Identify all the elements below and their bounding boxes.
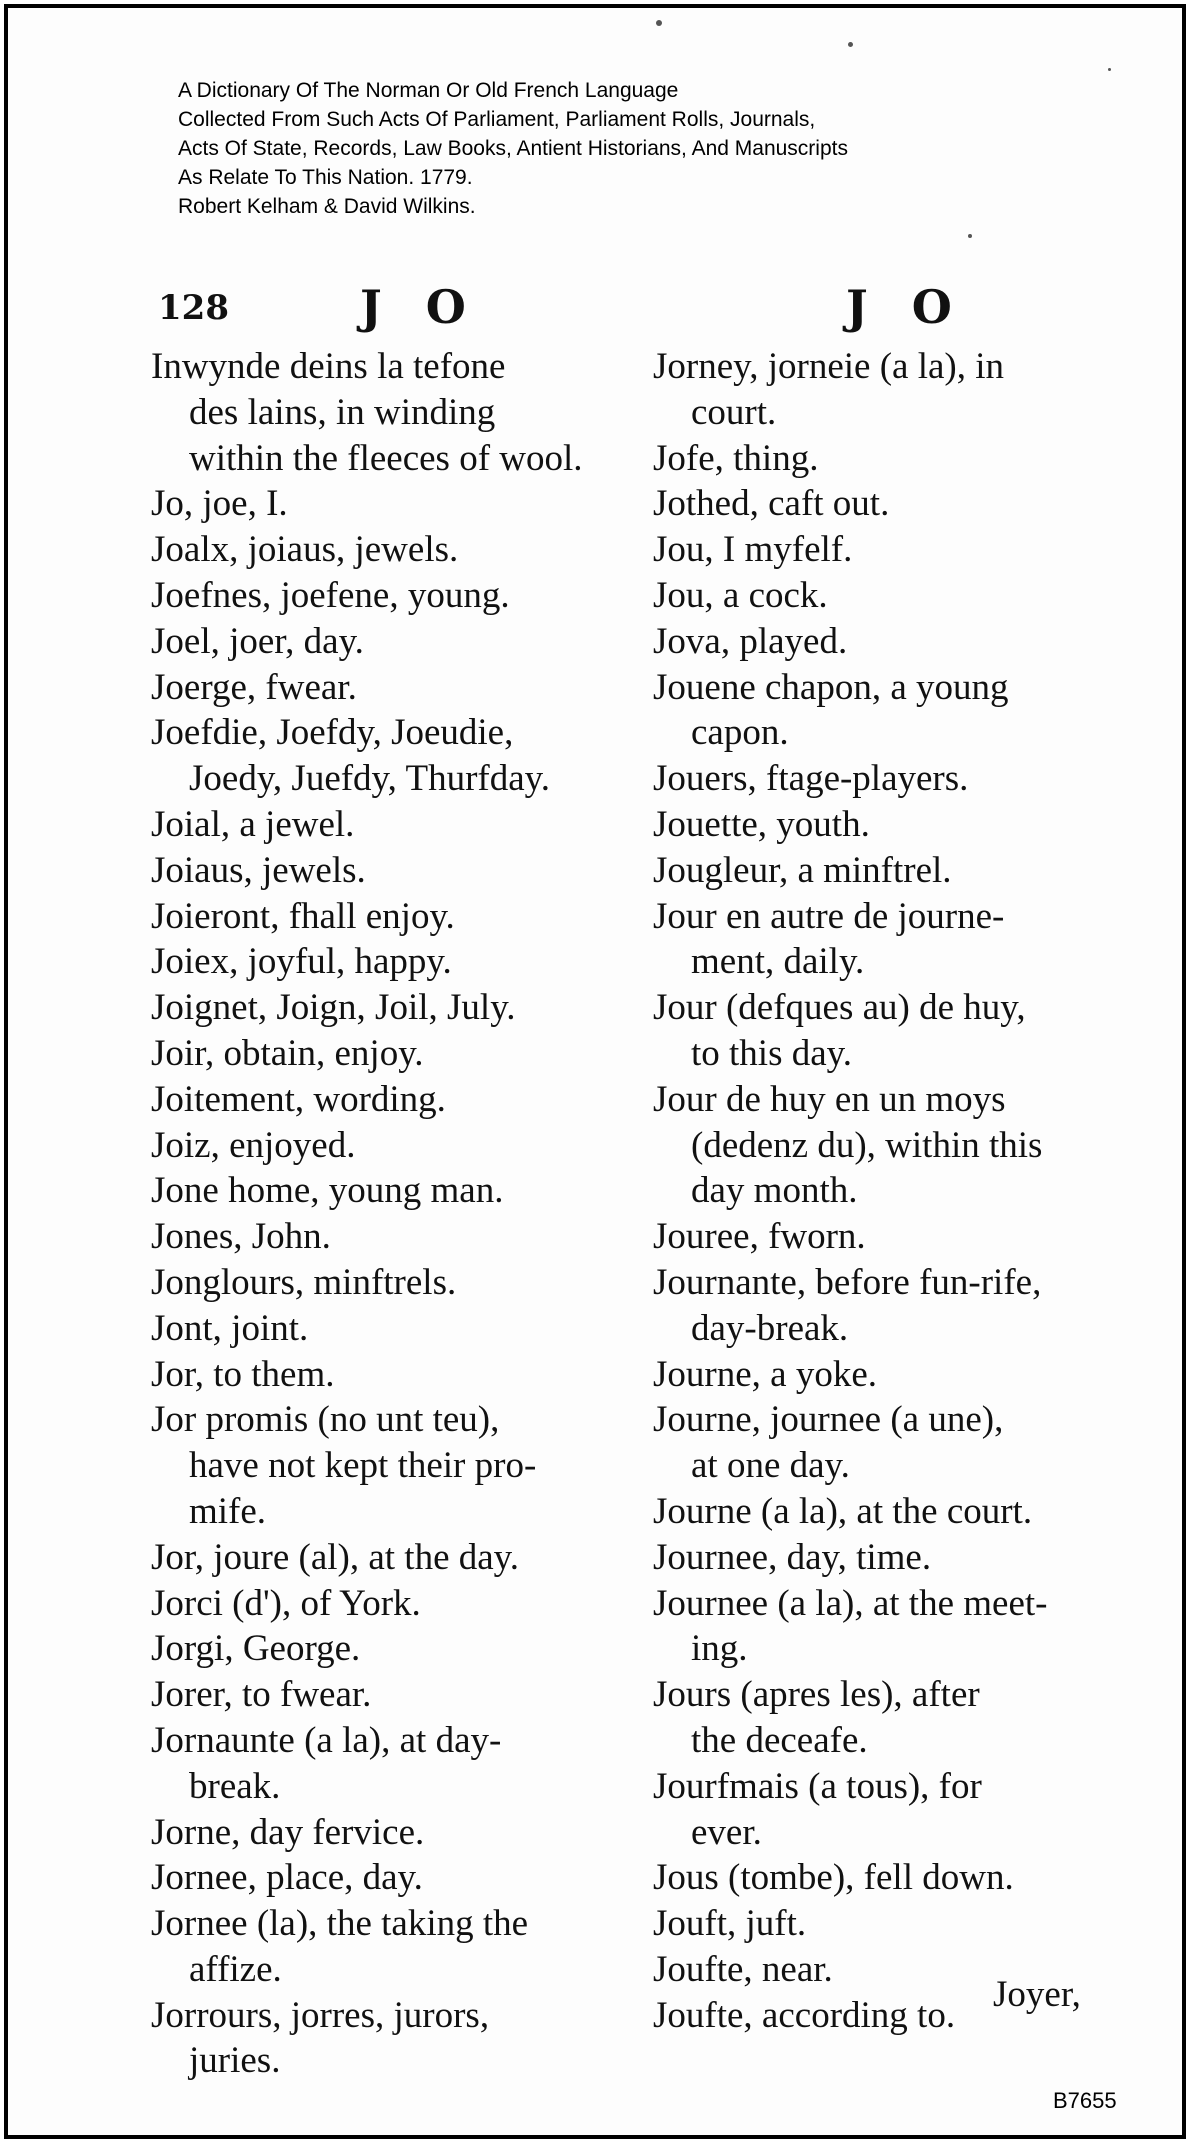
entry-continuation: have not kept their pro- bbox=[189, 1445, 537, 1487]
entry-headline: Joitement, wording. bbox=[151, 1078, 446, 1120]
dictionary-entry bbox=[653, 894, 1115, 986]
entry-headline: Jorci (d'), of York. bbox=[151, 1582, 421, 1624]
catchword: Joyer, bbox=[993, 1974, 1081, 2015]
entry-headline: Jorgi, George. bbox=[151, 1628, 361, 1670]
dictionary-entry bbox=[653, 1581, 1115, 1673]
dictionary-entry bbox=[151, 481, 616, 527]
dictionary-entry bbox=[653, 619, 1115, 665]
entry-headline: Jorney, jorneie (a la), in bbox=[653, 346, 1005, 387]
entry-headline: Jornee (la), the taking the bbox=[151, 1903, 529, 1945]
entry-headline: Journee, day, time. bbox=[653, 1536, 932, 1578]
entry-headline: Jour de huy en un moys bbox=[653, 1078, 1006, 1120]
dictionary-entry bbox=[151, 1352, 616, 1398]
dictionary-entry bbox=[653, 756, 1115, 802]
dictionary-entry bbox=[151, 710, 616, 802]
dictionary-entry bbox=[653, 481, 1115, 527]
entry-headline: Jours (apres les), after bbox=[653, 1674, 980, 1716]
dictionary-entry bbox=[151, 1626, 616, 1672]
scan-speck bbox=[656, 20, 662, 26]
dictionary-entry bbox=[653, 802, 1115, 848]
entry-headline: Jouene chapon, a young bbox=[653, 666, 1009, 708]
metadata-line: Acts Of State, Records, Law Books, Antient Historians, And Manuscripts bbox=[178, 137, 848, 160]
dictionary-entry bbox=[653, 573, 1115, 619]
entry-continuation: affize. bbox=[189, 1948, 282, 1990]
metadata-caption bbox=[178, 76, 848, 221]
entry-headline: Jouft, juft. bbox=[653, 1903, 807, 1945]
entry-continuation: break. bbox=[189, 1765, 281, 1807]
entry-headline: Joir, obtain, enjoy. bbox=[151, 1032, 424, 1074]
scan-code: B7655 bbox=[1053, 2088, 1117, 2113]
entry-headline: Journe (a la), at the court. bbox=[653, 1490, 1033, 1532]
entry-headline: Jou, I myfelf. bbox=[653, 529, 853, 571]
dictionary-entry bbox=[151, 1306, 616, 1352]
dictionary-entry bbox=[151, 1123, 616, 1169]
entry-headline: Joiex, joyful, happy. bbox=[151, 941, 452, 983]
dictionary-entry bbox=[653, 1901, 1115, 1947]
dictionary-entry bbox=[151, 1672, 616, 1718]
dictionary-entry bbox=[151, 1397, 616, 1534]
entry-headline: Joefnes, joefene, young. bbox=[151, 574, 510, 616]
entry-headline: Jorrours, jorres, jurors, bbox=[151, 1994, 490, 2036]
dictionary-entry bbox=[151, 802, 616, 848]
entry-headline: Journe, journee (a une), bbox=[653, 1399, 1004, 1441]
metadata-line: A Dictionary Of The Norman Or Old French Language bbox=[178, 79, 679, 102]
dictionary-entry bbox=[653, 527, 1115, 573]
dictionary-entry bbox=[151, 1901, 616, 1993]
entry-headline: Joerge, fwear. bbox=[151, 666, 357, 708]
entry-continuation: ing. bbox=[691, 1628, 748, 1670]
entry-headline: Jou, a cock. bbox=[653, 574, 828, 616]
dictionary-entry bbox=[653, 985, 1115, 1077]
page-number: 128 bbox=[158, 288, 229, 328]
entry-headline: Journe, a yoke. bbox=[653, 1353, 877, 1395]
entry-continuation: court. bbox=[691, 391, 777, 433]
entry-headline: Jova, played. bbox=[653, 620, 848, 662]
entry-headline: Joignet, Joign, Joil, July. bbox=[151, 987, 516, 1029]
entry-headline: Jont, joint. bbox=[151, 1307, 309, 1349]
entry-continuation: ever. bbox=[691, 1811, 762, 1853]
dictionary-entry bbox=[653, 1535, 1115, 1581]
entry-headline: Joial, a jewel. bbox=[151, 803, 355, 845]
entry-headline: Joel, joer, day. bbox=[151, 620, 364, 662]
scan-speck bbox=[968, 234, 972, 238]
dictionary-entry bbox=[151, 1260, 616, 1306]
metadata-line: Collected From Such Acts Of Parliament, Parliament Rolls, Journals, bbox=[178, 108, 816, 131]
scan-speck bbox=[1108, 68, 1111, 71]
entry-continuation: to this day. bbox=[691, 1032, 853, 1074]
dictionary-entry bbox=[653, 1764, 1115, 1856]
entry-headline: Jor promis (no unt teu), bbox=[151, 1399, 500, 1441]
entry-continuation: the deceafe. bbox=[691, 1719, 868, 1761]
dictionary-entry bbox=[653, 665, 1115, 757]
entry-headline: Jour (defques au) de huy, bbox=[653, 987, 1026, 1029]
entry-continuation: within the fleeces of wool. bbox=[189, 437, 583, 479]
entry-headline: Joiz, enjoyed. bbox=[151, 1124, 356, 1166]
entry-headline: Jor, to them. bbox=[151, 1353, 335, 1395]
dictionary-entry bbox=[653, 1352, 1115, 1398]
dictionary-entry bbox=[151, 1214, 616, 1260]
dictionary-entry bbox=[653, 1260, 1115, 1352]
entry-headline: Jougleur, a minftrel. bbox=[653, 849, 952, 891]
entry-headline: Jouette, youth. bbox=[653, 803, 870, 845]
scan-speck bbox=[848, 42, 853, 47]
metadata-line: Robert Kelham & David Wilkins. bbox=[178, 195, 476, 218]
entry-headline: Jourfmais (a tous), for bbox=[653, 1765, 982, 1807]
entry-headline: Jones, John. bbox=[151, 1216, 331, 1258]
dictionary-entry bbox=[151, 1718, 616, 1810]
dictionary-entry bbox=[653, 1672, 1115, 1764]
dictionary-entry bbox=[151, 985, 616, 1031]
running-head-left: J O bbox=[360, 280, 480, 334]
entry-headline: Jous (tombe), fell down. bbox=[653, 1857, 1014, 1899]
entry-headline: Jouers, ftage-players. bbox=[653, 758, 969, 800]
dictionary-entry bbox=[151, 1993, 616, 2085]
entry-continuation: ment, daily. bbox=[691, 941, 865, 983]
left-column bbox=[151, 344, 616, 2084]
dictionary-entry bbox=[151, 619, 616, 665]
entry-headline: Jornaunte (a la), at day- bbox=[151, 1719, 502, 1761]
entry-continuation: mife. bbox=[189, 1490, 267, 1532]
dictionary-entry bbox=[151, 1031, 616, 1077]
entry-headline: Joieront, fhall enjoy. bbox=[151, 895, 455, 937]
entry-continuation: Joedy, Juefdy, Thurfday. bbox=[189, 758, 551, 800]
entry-headline: Jonglours, minftrels. bbox=[151, 1261, 457, 1303]
entry-headline: Jour en autre de journe- bbox=[653, 895, 1005, 937]
entry-continuation: day month. bbox=[691, 1170, 858, 1212]
entry-headline: Joalx, joiaus, jewels. bbox=[151, 529, 459, 571]
right-column bbox=[653, 344, 1115, 2038]
entry-headline: Jo, joe, I. bbox=[151, 483, 288, 525]
entry-headline: Jor, joure (al), at the day. bbox=[151, 1536, 520, 1578]
entry-continuation: at one day. bbox=[691, 1445, 850, 1487]
entry-continuation: day-break. bbox=[691, 1307, 849, 1349]
entry-headline: Jone home, young man. bbox=[151, 1170, 504, 1212]
dictionary-entry bbox=[151, 344, 616, 481]
entry-headline: Jothed, caft out. bbox=[653, 483, 890, 525]
dictionary-entry bbox=[151, 939, 616, 985]
dictionary-entry bbox=[151, 894, 616, 940]
dictionary-entry bbox=[151, 1535, 616, 1581]
entry-headline: Inwynde deins la tefone bbox=[151, 346, 506, 387]
entry-continuation: juries. bbox=[189, 2040, 281, 2082]
entry-continuation: des lains, in winding bbox=[189, 391, 496, 433]
dictionary-entry bbox=[653, 1214, 1115, 1260]
entry-headline: Joiaus, jewels. bbox=[151, 849, 366, 891]
dictionary-entry bbox=[151, 527, 616, 573]
running-head-right: J O bbox=[846, 280, 966, 334]
dictionary-entry bbox=[653, 1077, 1115, 1214]
dictionary-entry bbox=[653, 848, 1115, 894]
dictionary-entry bbox=[151, 848, 616, 894]
dictionary-entry bbox=[653, 436, 1115, 482]
entry-headline: Journee (a la), at the meet- bbox=[653, 1582, 1048, 1624]
page-frame bbox=[4, 4, 1186, 2139]
dictionary-entry bbox=[151, 1168, 616, 1214]
entry-headline: Jofe, thing. bbox=[653, 437, 819, 479]
entry-headline: Jouree, fworn. bbox=[653, 1216, 866, 1258]
entry-continuation: (dedenz du), within this bbox=[691, 1124, 1043, 1166]
dictionary-entry bbox=[151, 1855, 616, 1901]
dictionary-entry bbox=[653, 1855, 1115, 1901]
entry-headline: Jornee, place, day. bbox=[151, 1857, 423, 1899]
dictionary-entry bbox=[151, 573, 616, 619]
dictionary-entry bbox=[653, 1397, 1115, 1489]
entry-headline: Joufte, near. bbox=[653, 1948, 833, 1990]
dictionary-entry bbox=[653, 1489, 1115, 1535]
dictionary-entry bbox=[151, 1581, 616, 1627]
entry-headline: Jorer, to fwear. bbox=[151, 1674, 372, 1716]
entry-headline: Joefdie, Joefdy, Joeudie, bbox=[151, 712, 514, 754]
dictionary-entry bbox=[653, 344, 1115, 436]
dictionary-entry bbox=[151, 1077, 616, 1123]
entry-headline: Jorne, day fervice. bbox=[151, 1811, 425, 1853]
entry-headline: Journante, before fun-rife, bbox=[653, 1261, 1042, 1303]
metadata-line: As Relate To This Nation. 1779. bbox=[178, 166, 473, 189]
entry-continuation: capon. bbox=[691, 712, 789, 754]
entry-headline: Joufte, according to. bbox=[653, 1994, 956, 2036]
dictionary-entry bbox=[151, 665, 616, 711]
dictionary-entry bbox=[151, 1810, 616, 1856]
